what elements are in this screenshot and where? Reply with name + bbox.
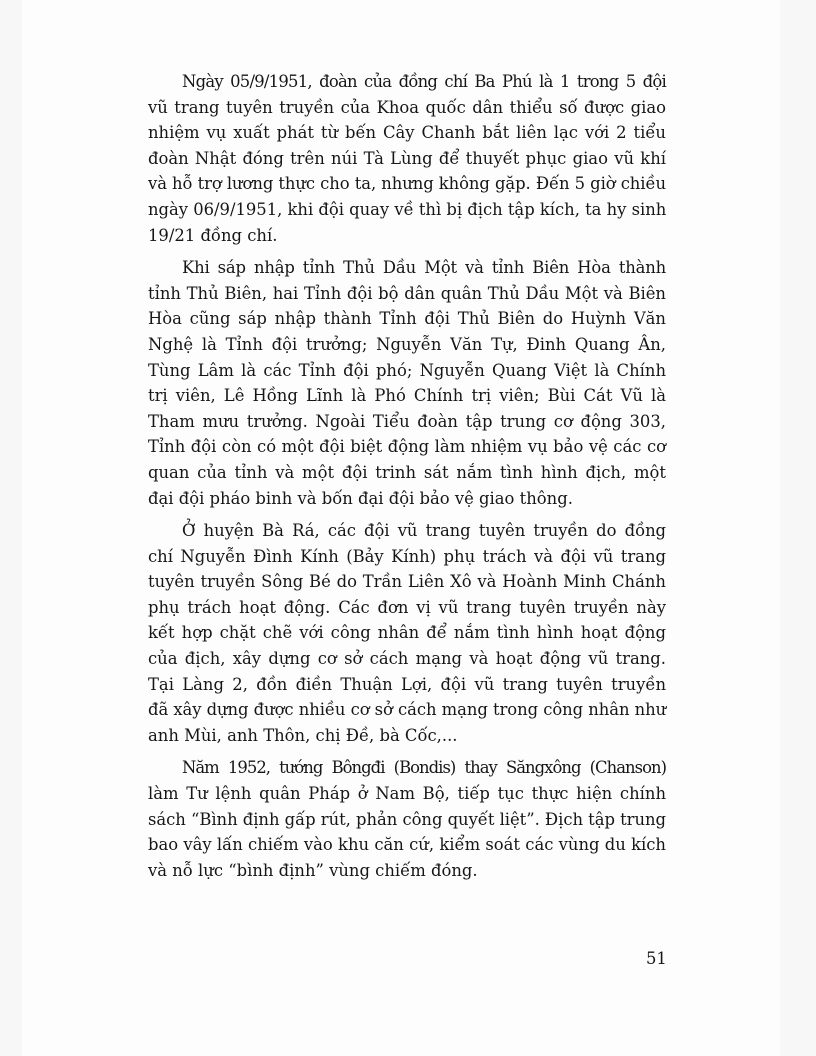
paragraph — [148, 755, 666, 883]
paragraph — [148, 518, 666, 748]
text-line: đã xây dựng được nhiều cơ sở cách mạng trong công nhân như — [148, 700, 667, 720]
text-line: Ngày 05/9/1951, đoàn của đồng chí Ba Phú là 1 trong 5 đội — [182, 72, 666, 91]
text-line: chí Nguyễn Đình Kính (Bảy Kính) phụ trách và đội vũ trang — [148, 546, 666, 566]
text-line: và nỗ lực “bình định” vùng chiếm đóng. — [148, 860, 478, 880]
text-line: Hòa cũng sáp nhập thành Tỉnh đội Thủ Biên do Huỳnh Văn — [148, 309, 666, 329]
text-line: Tùng Lâm là các Tỉnh đội phó; Nguyễn Quang Việt là Chính — [148, 360, 666, 380]
text-line: sách “Bình định gấp rút, phản công quyết liệt”. Địch tập trung — [148, 809, 666, 829]
body-text — [148, 69, 666, 890]
paragraph — [148, 69, 666, 248]
text-line: Tỉnh đội còn có một đội biệt động làm nhiệm vụ bảo vệ các cơ — [148, 437, 666, 457]
text-line: vũ trang tuyên truyền của Khoa quốc dân thiểu số được giao — [148, 97, 666, 117]
text-line: ngày 06/9/1951, khi đội quay về thì bị địch tập kích, ta hy sinh — [148, 199, 667, 219]
text-line: trị viên, Lê Hồng Lĩnh là Phó Chính trị viên; Bùi Cát Vũ là — [148, 386, 666, 406]
text-line: làm Tư lệnh quân Pháp ở Nam Bộ, tiếp tục thực hiện chính — [148, 784, 666, 804]
text-line: kết hợp chặt chẽ với công nhân để nắm tình hình hoạt động — [148, 623, 666, 643]
text-line: tỉnh Thủ Biên, hai Tỉnh đội bộ dân quân Thủ Dầu Một và Biên — [148, 283, 666, 303]
text-line: đại đội pháo binh và bốn đại đội bảo vệ giao thông. — [148, 488, 573, 508]
text-line: anh Mùi, anh Thôn, chị Đề, bà Cốc,... — [148, 725, 458, 745]
paragraph — [148, 255, 666, 511]
text-line: Khi sáp nhập tỉnh Thủ Dầu Một và tỉnh Biên Hòa thành — [182, 258, 666, 278]
text-line: 19/21 đồng chí. — [148, 225, 278, 245]
text-line: phụ trách hoạt động. Các đơn vị vũ trang tuyên truyền này — [148, 597, 666, 617]
page-number: 51 — [646, 949, 667, 968]
text-line: Ở huyện Bà Rá, các đội vũ trang tuyên truyền do đồng — [182, 521, 666, 541]
text-line: nhiệm vụ xuất phát từ bến Cây Chanh bắt liên lạc với 2 tiểu — [148, 123, 666, 143]
text-line: tuyên truyền Sông Bé do Trần Liên Xô và Hoành Minh Chánh — [148, 572, 666, 592]
text-line: Tham mưu trưởng. Ngoài Tiểu đoàn tập trung cơ động 303, — [148, 411, 666, 431]
text-line: Nghệ là Tỉnh đội trưởng; Nguyễn Văn Tự, Đinh Quang Ân, — [148, 334, 666, 354]
text-line: Năm 1952, tướng Bôngđi (Bondis) thay Săngxông (Chanson) — [182, 758, 666, 778]
text-line: đoàn Nhật đóng trên núi Tà Lùng để thuyết phục giao vũ khí — [148, 148, 666, 168]
text-line: quan của tỉnh và một đội trinh sát nắm tình hình địch, một — [148, 462, 666, 482]
text-line: của địch, xây dựng cơ sở cách mạng và hoạt động vũ trang. — [148, 649, 666, 669]
text-line: và hỗ trợ lương thực cho ta, nhưng không gặp. Đến 5 giờ chiều — [148, 174, 666, 194]
text-line: Tại Làng 2, đồn điền Thuận Lợi, đội vũ trang tuyên truyền — [148, 674, 666, 694]
text-line: bao vây lấn chiếm vào khu căn cứ, kiểm soát các vùng du kích — [148, 835, 666, 855]
